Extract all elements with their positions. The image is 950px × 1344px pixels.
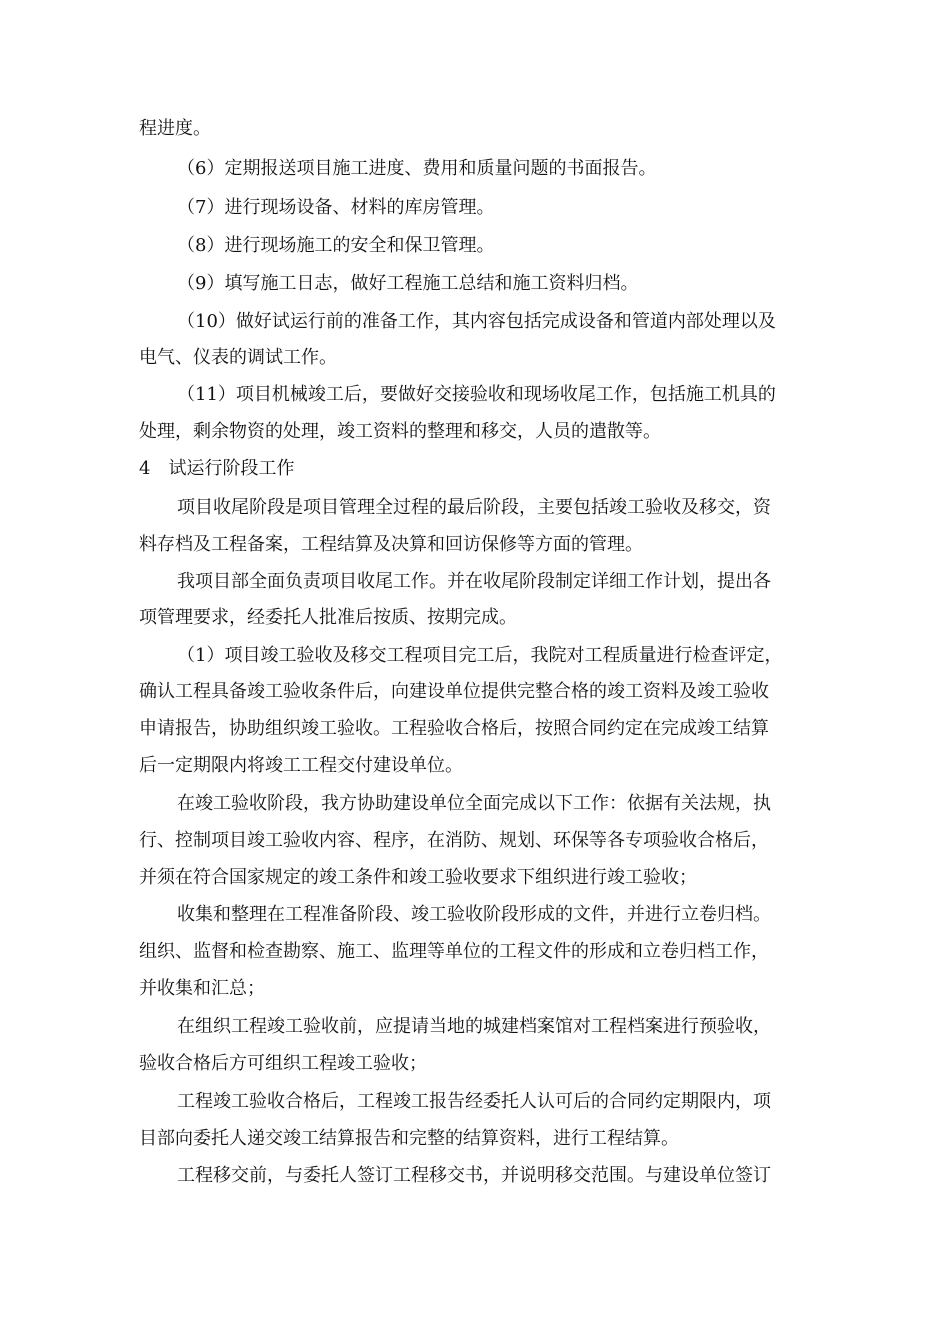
text-line: 并须在符合国家规定的竣工条件和竣工验收要求下组织进行竣工验收； [139,867,697,888]
text-line: （9）填写施工日志，做好工程施工总结和施工资料归档。 [177,273,639,294]
text-line: （8）进行现场施工的安全和保卫管理。 [177,235,495,256]
text-line: （10）做好试运行前的准备工作，其内容包括完成设备和管道内部处理以及 [177,311,776,332]
text-line: （1）项目竣工验收及移交工程项目完工后，我院对工程质量进行检查评定， [177,645,783,666]
text-line: 我项目部全面负责项目收尾工作。并在收尾阶段制定详细工作计划，提出各 [177,571,771,592]
text-line: 程进度。 [139,118,211,139]
text-line: 工程移交前，与委托人签订工程移交书，并说明移交范围。与建设单位签订 [177,1165,771,1186]
text-line: 项目收尾阶段是项目管理全过程的最后阶段，主要包括竣工验收及移交，资 [177,497,771,518]
text-line: 在组织工程竣工验收前，应提请当地的城建档案馆对工程档案进行预验收， [177,1016,771,1037]
text-line: （7）进行现场设备、材料的库房管理。 [177,197,495,218]
text-line: 电气、仪表的调试工作。 [139,347,337,368]
text-line: 申请报告，协助组织竣工验收。工程验收合格后，按照合同约定在完成竣工结算 [139,718,769,739]
text-line: 行、控制项目竣工验收内容、程序，在消防、规划、环保等各专项验收合格后， [139,830,769,851]
text-line: 工程竣工验收合格后，工程竣工报告经委托人认可后的合同约定期限内，项 [177,1091,771,1112]
section-heading: 4 试运行阶段工作 [139,458,295,479]
text-line: 项管理要求，经委托人批准后按质、按期完成。 [139,607,517,628]
text-line: （6）定期报送项目施工进度、费用和质量问题的书面报告。 [177,158,657,179]
text-line: 验收合格后方可组织工程竣工验收； [139,1053,427,1074]
text-line: 确认工程具备竣工验收条件后，向建设单位提供完整合格的竣工资料及竣工验收 [139,681,769,702]
text-line: 后一定期限内将竣工工程交付建设单位。 [139,755,463,776]
text-line: 组织、监督和检查勘察、施工、监理等单位的工程文件的形成和立卷归档工作， [139,941,769,962]
text-line: 收集和整理在工程准备阶段、竣工验收阶段形成的文件，并进行立卷归档。 [177,904,771,925]
text-line: 料存档及工程备案，工程结算及决算和回访保修等方面的管理。 [139,534,643,555]
text-line: 并收集和汇总； [139,978,265,999]
text-line: 处理，剩余物资的处理，竣工资料的整理和移交，人员的遣散等。 [139,421,661,442]
text-line: 在竣工验收阶段，我方协助建设单位全面完成以下工作：依据有关法规，执 [177,793,771,814]
text-line: （11）项目机械竣工后，要做好交接验收和现场收尾工作，包括施工机具的 [177,384,776,405]
text-line: 目部向委托人递交竣工结算报告和完整的结算资料，进行工程结算。 [139,1128,679,1149]
